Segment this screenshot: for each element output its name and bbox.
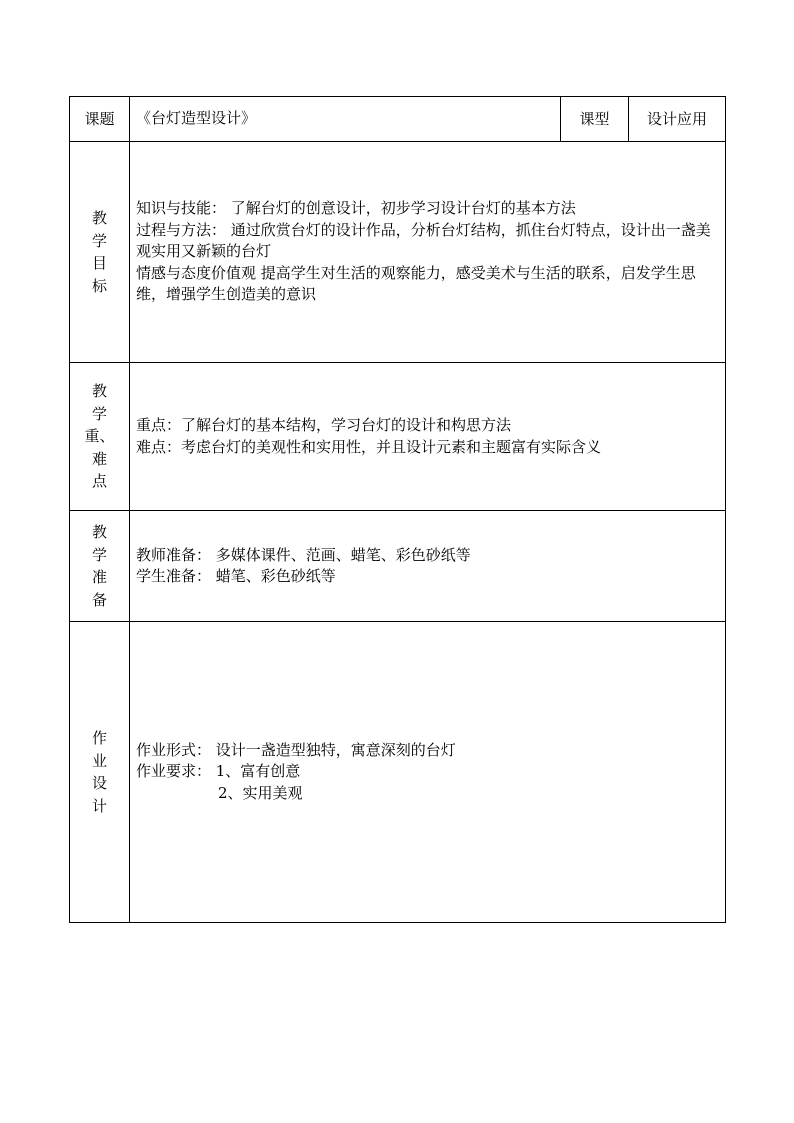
type-label: 课型	[561, 97, 629, 142]
homework-requirement-item: 2、实用美观	[218, 783, 303, 802]
objective-line: 过程与方法： 通过欣赏台灯的设计作品，分析台灯结构，抓住台灯特点，设计出一盏美观实用又新颖的台灯	[136, 220, 711, 261]
objectives-label-char: 教	[91, 209, 107, 227]
objectives-label-char: 目	[91, 254, 107, 272]
type-value: 设计应用	[629, 97, 726, 142]
preparation-label-char: 准	[91, 568, 107, 586]
preparation-label-char: 学	[91, 545, 107, 564]
homework-line: 作业要求： 1、富有创意	[136, 762, 301, 781]
key-points-content	[130, 363, 726, 511]
preparation-line: 学生准备： 蜡笔、彩色砂纸等	[136, 567, 336, 585]
objectives-label-char: 学	[91, 231, 107, 250]
key-points-label-char: 学	[91, 404, 107, 423]
homework-label-char: 业	[91, 751, 107, 770]
key-point-line: 重点：了解台灯的基本结构，学习台灯的设计和构思方法	[136, 416, 512, 434]
key-points-label-char: 重、	[84, 427, 115, 446]
homework-label-char: 计	[91, 796, 107, 815]
objectives-row	[70, 142, 726, 363]
objectives-label	[70, 142, 130, 363]
preparation-label-char: 教	[91, 523, 107, 541]
homework-line: 作业形式： 设计一盏造型独特，寓意深刻的台灯	[136, 740, 456, 759]
lesson-plan-table	[69, 96, 726, 923]
homework-label-char: 作	[91, 729, 107, 747]
objectives-content	[130, 142, 726, 363]
preparation-label-char: 备	[91, 590, 107, 609]
homework-row	[70, 622, 726, 923]
preparation-row	[70, 511, 726, 622]
key-points-row	[70, 363, 726, 511]
preparation-line: 教师准备： 多媒体课件、范画、蜡笔、彩色砂纸等	[136, 545, 471, 564]
homework-label	[70, 622, 130, 923]
preparation-label	[70, 511, 130, 622]
topic-value: 《台灯造型设计》	[130, 97, 561, 142]
key-points-label-char: 点	[91, 472, 107, 491]
objectives-label-char: 标	[91, 276, 107, 295]
objective-line: 情感与态度价值观 提高学生对生活的观察能力，感受美术与生活的联系，启发学生思维，增强学生创造美的意识	[136, 263, 696, 304]
preparation-content	[130, 511, 726, 622]
key-points-label-char: 难	[91, 449, 107, 468]
topic-label: 课题	[70, 97, 130, 142]
homework-label-char: 设	[91, 774, 107, 792]
homework-content	[130, 622, 726, 923]
key-points-label	[70, 363, 130, 511]
objective-line: 知识与技能： 了解台灯的创意设计，初步学习设计台灯的基本方法	[136, 199, 576, 218]
key-points-label-char: 教	[91, 382, 107, 401]
header-row	[70, 97, 726, 142]
key-point-line: 难点：考虑台灯的美观性和实用性，并且设计元素和主题富有实际含义	[136, 437, 602, 456]
